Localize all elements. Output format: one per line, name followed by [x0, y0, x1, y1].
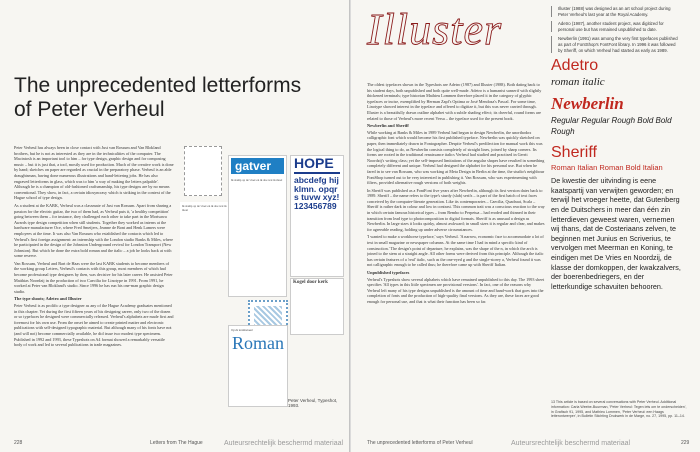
body-paragraph: 'I wanted to make a workhorse typeface,' says Verheul. 'A narrow, economic face to accommodate a lot of text in small magazine or newspaper columns. At the same time I had in mind a specific kind of construction.' The design's point of departure, he explains, was the shape of the n, in which the arch is joined to the stem at a straight angle. All other forms were derived from this principle. Although the italic has certain features of a 'real' italic, such as the one-eyed g and the single-storey a, Verheul found it was not calligraphic enough to be called thus; he therefore came up with Sheriff Italian.: [367, 234, 544, 268]
running-foot-left: Letters from The Hague: [150, 440, 203, 446]
sheriff-sample: Sheriff: [551, 144, 597, 162]
newberlin-sample: Newberlin: [551, 94, 624, 114]
kogel-label: Kogel door kerk: [293, 280, 328, 285]
hope-alphabet: abcdefg hijklmn. opqrs tuvw xyz! 123456789: [294, 175, 340, 211]
margin-note: Newberlin (1991) was among the very first typefaces published as part of FontShop's FontFont library. In 1996 it was followed by Sheriff, on which Verheul had started as early as 1989.: [551, 36, 681, 53]
adetro-sample: Adetro: [551, 57, 599, 75]
specimen-gatver: [228, 155, 287, 297]
body-paragraph: While working at Banks & Miles in 1989 Verheul had begun to design Newberlin, the unorthodox calligraphic font which would become his first published typeface. Newberlin was quickly sketched on paper, then immediately drawn in Fontographer. Despite Verheul's predilection for manual work this was the logical thing to do, as Newberlin consists completely of straight lines, joined by sharp corners. Its forms are rooted in the traditional renaissance italics Verheul had studied and practised in Gerrit Noordzij's writing class; yet the self-imposed limitations of the angular shapes have resulted in something completely different and unique. Verheul had designed the alphabet for his personal use. But when he fared in to see van Rossum, who was working at Meta Design in Berlin at the time, the studio's neighbour FontShop turned out to be very interested in publishing it. Van Rossum, who was experimenting with filters, provided alternative rough versions of both weights.: [367, 129, 545, 186]
specimen-column-a: [178, 146, 230, 446]
watermark-right: Auteursrechtelijk beschermd materiaal: [511, 440, 631, 447]
figure-caption: Peter Verheul, Typeshot, 1993.: [288, 398, 338, 408]
left-page: [0, 0, 349, 452]
body-paragraph: The oldest typefaces shown in the Typeshots are Adetro (1987) and Illuster (1988). Both dating back to his student days, both unpublished and both quite well-made. Adetro is a humanist sanserif with slightly thickened terminals; type historian Mathieu Lommen therefore placed it in the category of glyphic typefaces or incise, exemplified by Herman Zapf's Optima or José Mendoza's Pascal. For some time, Linotype showed interest in the typeface and offered to digitize it, but this was never carried through. Illuster is a beautifully drawn outline alphabet with a subtle shading effect; its cheerful, round forms are related to those of Verheul's more recent Versa – the typeface used for the present book.: [367, 82, 542, 121]
sidebar-column: [551, 6, 681, 291]
sheriff-sub: Roman Italian Roman Bold Italian: [551, 163, 663, 173]
page-number-right: 229: [681, 440, 690, 446]
title-line-2: of Peter Verheul: [14, 98, 165, 121]
roman-op-de: Op de koniksmaar: [231, 328, 253, 332]
body-paragraph: Peter Verheul is as prolific a type designer as any of the Hague Academy graduates mentioned in this chapter. Yet during the first fifteen years of his designing career, only two of the dozen or so typefaces he designed were commercially released. Verheul's alphabets are made first and foremost for his own use. From the onset he aimed to create printed matter and electronic publications with self-designed typographic material. But although many of his fonts have not (and will not) become commercially available, he did issue two modest type specimens. Published in 1992 and 1993, these Typeshots on A4 format showed a remarkably versatile body of work and led to several publications in trade magazines.: [14, 303, 174, 348]
section-heading: Newberlin and Sheriff: [367, 123, 409, 129]
margin-note: Adetro (1987), another student project, was digitized for personal use but has remained unpublished to date.: [551, 21, 681, 32]
right-page: [351, 0, 700, 452]
gatver-label: gatver: [231, 158, 284, 174]
hope-rule: [294, 172, 340, 174]
specimen-hope: [290, 155, 344, 277]
right-body-column: [367, 82, 545, 437]
specimen-poster: [184, 146, 222, 196]
newberlin-sub: Regular Regular Rough Bold Bold Rough: [551, 116, 672, 137]
adetro-sub: roman italic: [551, 76, 605, 89]
hope-label: HOPE: [294, 155, 334, 171]
body-paragraph: As a student at the KABK, Verheul was a classmate of Just van Rossum. Apart from sharing a passion for the electric guitar, the two of them had, as Verheul puts it, 'a healthy competition' going between them – for instance, they challenged each other to take part in the Morisawa Awards type design competition when still students. Together they worked as interns at the hardware manufacturer Oce, where Fred Smeijers, Jeanne de Bont and Henk Lamers were employees at the time. It was also Van Rossum who established the contacts which led to Verheul's first foreign assignment: an internship with the London studio Banks & Miles, where he participated in the design of the Johnston Underground revival for London Transport (New Johnston). But which he done the extra bold roman and the italic – a job he looks back at with some reserve.: [14, 202, 173, 259]
page-number-left: 228: [14, 440, 23, 446]
roman-label: Roman: [232, 333, 284, 353]
section-heading: The type shoots; Adetro and Illuster: [14, 296, 82, 302]
gatver-script: Ik stamp op de vloer en ik doe wat ik moet: [231, 178, 283, 182]
body-paragraph: Van Rossum, Verheul and Bart de Haas were the last KABK students to become members of the working group Letters, Verheul's contacts with this group, most members of which had become professional type designers by then, was decisive for his later career. He assisted Peter Matthias Noordzij in the production of two Caecilia for Linotype in 1991. From 1991, he worked at Peter van Blokland's studio. Since 1996 he has run his one-man graphic design studio.: [14, 260, 173, 294]
left-body-column: [14, 145, 174, 435]
specimen-roman: [228, 325, 288, 407]
illuster-headline: Illuster: [367, 5, 503, 54]
body-paragraph: Peter Verheul has always been in close contact with Just van Rossum and Van Blokland brothers, but he is not as interested as they are in the technicalities of the computer. The Macintosh is an important tool to him – for type design, graphic design and for composing music – but it is just that, a tool, mostly used for production. Much of the creative work is done by hand; sketches on paper are regarded as crucial in the preparatory phase. Verheul is an able draughtsman, having done numerous illustrations and hand-lettering jobs. He has also engraved letterforms in glass, which was to him 'a way of making the letters palpable'. Although he is a champion of old-fashioned craftsmanship, his type designs are by no means conventional. They show, in fact, a certain idiosyncrasy which is striking in the context of the Hague school of type design.: [14, 145, 174, 201]
specimen-kogel: [290, 278, 344, 335]
margin-note: Illuster (1988) was designed as an art school project during Peter Verheul's last year at the Royal Academy.: [551, 6, 681, 17]
specimen-script: Ik stamp op de vloer en ik doe wat ik moet: [182, 204, 227, 212]
watermark-left: Auteursrechtelijk beschermd materiaal: [224, 440, 344, 447]
body-paragraph: In Sheriff was published as a FontFont five years after Newberlin, although its first version dates back to 1989. Sheriff – the name refers to the type's sturdy (slab) serifs – is part of the first batch of text faces conceived by the computer-literate generation. Like its contemporaries – Caecilia, Quadraat, Scala – Sheriff is rather dark in colour and low in contrast. This common trait was a conscious reaction to the way in which certain famous historical types – from Bembo to Perpetua – had eroded and thinned in their transition from lead type to photocomposition to digital formats. Sheriff is as unusual a design as Newberlin. In large sizes it looks quirky, almost awkward; in small sizes it is regular and clear, and makes for agreeable reading, holding up under adverse circumstances.: [367, 187, 545, 232]
section-heading: Unpublished typefaces: [367, 270, 410, 275]
footnote: 13 This article is based on several conversations with Peter Verheul. Additional information: Carla Weebe-Buurman, 'Peter Verheul: Tegen iets om te onderscheiden', in Grafisch 91, 1995, and Mathieu Lommen, 'Peter Verheul: een Haags letterontwerper', in Bulletin Stichting Drukwerk in de Marge, no. 27, 1995, pp. 11–14.: [551, 400, 687, 419]
body-paragraph: Verheul's Typeshots show several alphabets which have remained unpublished to this day. The 1993 sheet specifies 'All types in this little specimen are provisional versions'. In fact, one of the reasons why Verheul left many of his type designs unpublished is the amount of time and hand-work that goes into the completion of fonts and the production of high-quality final versions. As they are, these faces are good enough for personal use, and that is what their function has been so far.: [367, 276, 545, 304]
dutch-sample-text: De kwestie der uitvinding is eene kaatspartij van verwijten geworden; en terwijl het vroeger heette, dat Gutenberg en de Duitschers in meer dan één zin letterdieven geweest waren, vernemen wij thans, dat de Costeriaans zelven, te beginnen met Junius en Scriverius, te vervolgen met Meerman en Koning, te eindigen met De Vries en Noordzij, de klasse der domkoppen, der kwakzalvers, der boerenbedriegers, en der letterkundige schavuiten behooren.: [551, 176, 681, 291]
title-line-1: The unprecedented letterforms: [14, 74, 302, 97]
specimen-text-block: [180, 202, 230, 270]
page-title: [14, 74, 324, 122]
running-foot-right: The unprecedented letterforms of Peter Verheul: [367, 440, 473, 446]
